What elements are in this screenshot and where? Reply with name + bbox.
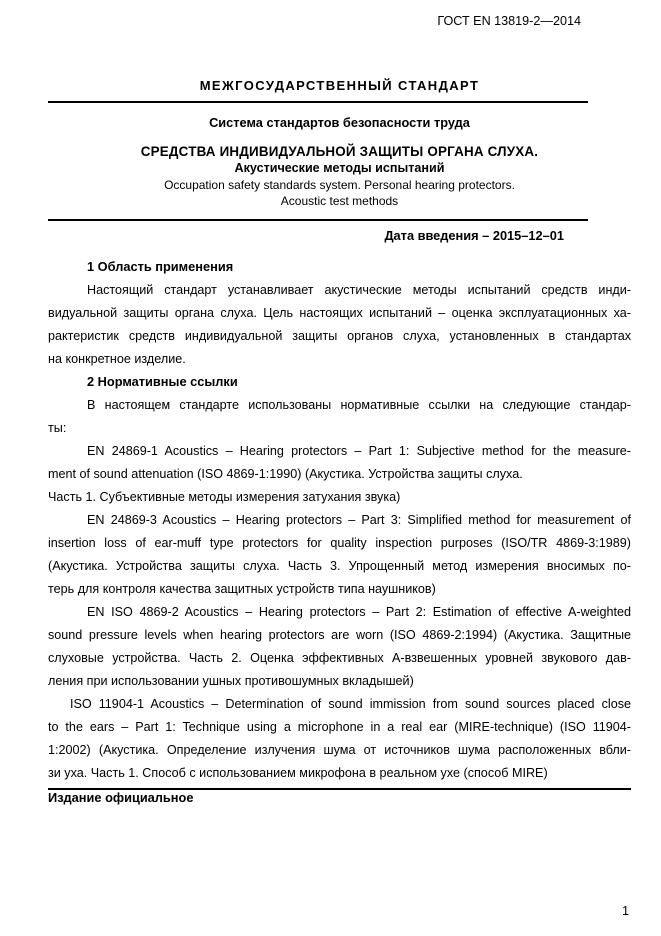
section-1-line: рактеристик средств индивидуальной защиты органов слуха, установленных в стандартах xyxy=(48,329,631,343)
main-title: СРЕДСТВА ИНДИВИДУАЛЬНОЙ ЗАЩИТЫ ОРГАНА СЛУХА. xyxy=(140,144,539,159)
section-1-line: видуальной защиты органа слуха. Цель настоящих испытаний – оценка эксплуатационных ха- xyxy=(48,306,631,320)
standard-type-title: МЕЖГОСУДАРСТВЕННЫЙ СТАНДАРТ xyxy=(199,78,480,93)
document-code: ГОСТ EN 13819-2—2014 xyxy=(437,14,581,28)
reference-4-line: зи уха. Часть 1. Способ с использованием микрофона в реальном ухе (способ MIRE) xyxy=(48,766,548,780)
reference-3-line: слуховые устройства. Часть 2. Оценка эффективных А-взвешенных уровней звукового дав- xyxy=(48,651,631,665)
english-title-line-2: Acoustic test methods xyxy=(280,194,399,208)
english-title-line-1: Occupation safety standards system. Personal hearing protectors. xyxy=(164,178,515,192)
section-1-line: Настоящий стандарт устанавливает акустические методы испытаний средств инди- xyxy=(87,283,631,297)
reference-2-line: EN 24869-3 Acoustics – Hearing protectors – Part 3: Simplified method for measurement of xyxy=(87,513,631,527)
reference-2-line: insertion loss of ear-muff type protectors for quality inspection purposes (ISO/TR 4869-3:1989) xyxy=(48,536,631,550)
introduction-date: Дата введения – 2015–12–01 xyxy=(384,228,564,243)
reference-4-line: to the ears – Part 1: Technique using a microphone in a real ear (MIRE-technique) (ISO 11904- xyxy=(48,720,631,734)
page-number: 1 xyxy=(621,904,629,918)
system-title: Система стандартов безопасности труда xyxy=(209,115,470,130)
reference-1-line: EN 24869-1 Acoustics – Hearing protectors – Part 1: Subjective method for the measure- xyxy=(87,444,631,458)
reference-3-line: ления при использовании ушных противошумных вкладышей) xyxy=(48,674,414,688)
edition-label: Издание официальное xyxy=(48,790,194,805)
reference-2-line: (Акустика. Устройства защиты слуха. Часть 3. Упрощенный метод измерения вносимых по- xyxy=(48,559,631,573)
subtitle: Акустические методы испытаний xyxy=(234,161,445,175)
reference-4-line: ISO 11904-1 Acoustics – Determination of sound immission from sound sources placed close xyxy=(70,697,631,711)
title-divider-bottom xyxy=(48,219,588,221)
section-2-intro-line: В настоящем стандарте использованы нормативные ссылки на следующие стандар- xyxy=(87,398,631,412)
section-1-line: на конкретное изделие. xyxy=(48,352,186,366)
reference-1-line: ment of sound attenuation (ISO 4869-1:1990) (Акустика. Устройства защиты слуха. xyxy=(48,467,523,481)
reference-1-line: Часть 1. Субъективные методы измерения затухания звука) xyxy=(48,490,401,504)
reference-2-line: терь для контроля качества защитных устройств типа наушников) xyxy=(48,582,436,596)
section-2-heading: 2 Нормативные ссылки xyxy=(87,374,238,389)
reference-3-line: sound pressure levels when hearing protectors are worn (ISO 4869-2:1994) (Акустика. Защитные xyxy=(48,628,631,642)
section-2-intro-line: ты: xyxy=(48,421,67,435)
section-1-heading: 1 Область применения xyxy=(87,259,234,274)
reference-3-line: EN ISO 4869-2 Acoustics – Hearing protectors – Part 2: Estimation of effective A-weighted xyxy=(87,605,631,619)
reference-4-line: 1:2002) (Акустика. Определение излучения шума от источников шума расположенных вбли- xyxy=(48,743,631,757)
title-divider-top xyxy=(48,101,588,103)
